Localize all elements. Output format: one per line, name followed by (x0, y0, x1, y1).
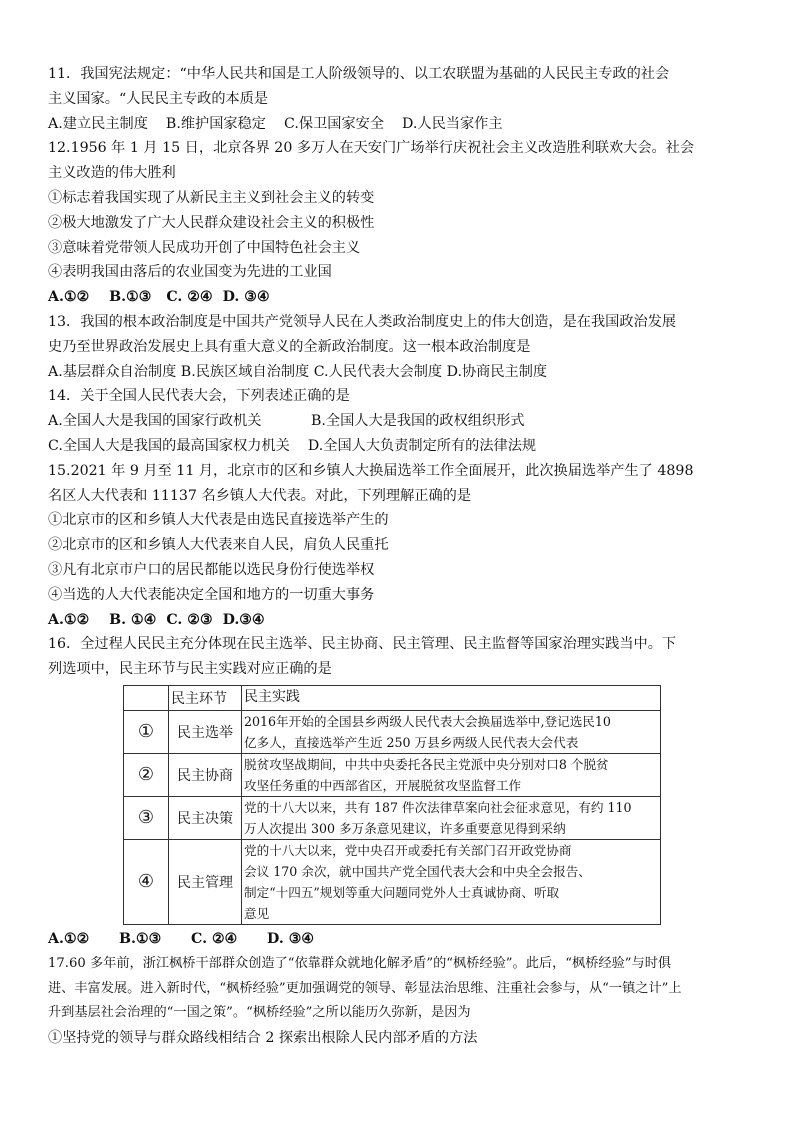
row-number: ④ (124, 839, 169, 924)
row-practice-line: 亿多人，直接选举产生近 250 万县乡两级人民代表大会代表 (244, 734, 579, 750)
row-practice (242, 753, 661, 796)
row-practice-line: 攻坚任务重的中西部省区，开展脱贫攻坚监督工作 (244, 777, 522, 793)
question-11-options: A.建立民主制度 B.维护国家稳定 C.保卫国家安全 D.人民当家作主 (48, 115, 503, 132)
question-15-statement-2: ②北京市的区和乡镇人大代表来自人民，肩负人民重托 (48, 537, 389, 554)
question-15 (48, 459, 748, 633)
row-practice (242, 796, 661, 839)
democracy-practice-table (123, 685, 661, 925)
row-number: ② (124, 753, 169, 796)
table-header-number (124, 685, 169, 710)
question-17 (48, 952, 748, 1051)
question-16-stem-line-1: 16．全过程人民民主充分体现在民主选举、民主协商、民主管理、民主监督等国家治理实践当中。下 (48, 636, 677, 653)
row-practice-line: 制定“十四五”规划等重大问题同党外人士真诚协商、听取 (244, 884, 560, 900)
question-11-stem-line-2: 主义国家。“人民民主专政的本质是 (48, 90, 269, 107)
row-number: ① (124, 710, 169, 753)
question-12 (48, 136, 748, 310)
row-practice-line: 会议 170 余次，就中国共产党全国代表大会和中央全会报告、 (244, 863, 591, 879)
question-17-statement-1: ①坚持党的领导与群众路线相结合 2 探索出根除人民内部矛盾的方法 (48, 1030, 478, 1047)
question-15-options: A.①② B. ①④ C. ②③ D.③④ (48, 611, 265, 628)
question-12-options: A.①② B.①③ C. ②④ D. ③④ (48, 289, 270, 306)
row-practice-line: 党的十八大以来，共有 187 件次法律草案向社会征求意见，有约 110 (244, 799, 632, 815)
question-13-options: A.基层群众自治制度 B.民族区域自治制度 C.人民代表大会制度 D.协商民主制度 (48, 363, 548, 380)
table-header-practice: 民主实践 (242, 685, 661, 710)
question-15-stem-line-1: 15.2021 年 9 月至 11 月，北京市的区和乡镇人大换届选举工作全面展开，此次换届选举产生了 4898 (48, 462, 694, 479)
question-17-stem-line-3: 升到基层社会治理的“一国之策”。“枫桥经验”之所以能历久弥新，是因为 (48, 1005, 471, 1021)
question-12-stem-line-1: 12.1956 年 1 月 15 日，北京各界 20 多万人在天安门广场举行庆祝社会主义改造胜利联欢大会。社会 (48, 140, 695, 157)
table-row (124, 796, 661, 839)
row-stage: 民主决策 (169, 796, 242, 839)
question-14-options-row-2: C.全国人大是我国的最高国家权力机关 D.全国人大负责制定所有的法律法规 (48, 437, 537, 454)
question-12-stem-line-2: 主义改造的伟大胜利 (48, 165, 176, 182)
row-practice (242, 839, 661, 924)
question-15-stem-line-2: 名区人大代表和 11137 名乡镇人大代表。对此，下列理解正确的是 (48, 487, 472, 504)
question-14 (48, 384, 748, 458)
question-13-stem-line-1: 13．我国的根本政治制度是中国共产党领导人民在人类政治制度史上的伟大创造，是在我国政治发展 (48, 313, 677, 330)
question-16 (48, 632, 748, 951)
row-stage: 民主选举 (169, 710, 242, 753)
question-17-stem-line-1: 17.60 多年前，浙江枫桥干部群众创造了“依靠群众就地化解矛盾”的“枫桥经验”。此后，“枫桥经验”与时俱 (48, 955, 672, 971)
question-17-stem-line-2: 进、丰富发展。进入新时代，“枫桥经验”更加强调党的领导、彰显法治思维、注重社会参与，从“一镇之计”上 (48, 980, 682, 996)
row-stage: 民主协商 (169, 753, 242, 796)
question-16-stem-line-2: 列选项中，民主环节与民主实践对应正确的是 (48, 661, 332, 678)
question-12-statement-2: ②极大地激发了广大人民群众建设社会主义的积极性 (48, 214, 375, 231)
exam-page (48, 62, 748, 1051)
row-practice-line: 2016年开始的全国县乡两级人民代表大会换届选举中,登记选民10 (244, 713, 611, 729)
question-13-stem-line-2: 史乃至世界政治发展史上具有重大意义的全新政治制度。这一根本政治制度是 (48, 338, 531, 355)
row-practice-line: 党的十八大以来，党中央召开或委托有关部门召开政党协商 (244, 842, 572, 858)
table-row (124, 753, 661, 796)
question-12-statement-4: ④表明我国由落后的农业国变为先进的工业国 (48, 264, 332, 281)
question-11-stem-line-1: 11．我国宪法规定：“中华人民共和国是工人阶级领导的、以工农联盟为基础的人民民主专政的社会 (48, 66, 670, 82)
question-12-statement-1: ①标志着我国实现了从新民主主义到社会主义的转变 (48, 189, 375, 206)
row-practice (242, 710, 661, 753)
row-stage: 民主管理 (169, 839, 242, 924)
question-14-options-row-1: A.全国人大是我国的国家行政机关 B.全国人大是我国的政权组织形式 (48, 413, 525, 430)
question-16-options: A.①② B.①③ C. ②④ D. ③④ (48, 930, 315, 947)
question-15-statement-3: ③凡有北京市户口的居民都能以选民身份行使选举权 (48, 561, 375, 578)
table-header-stage: 民主环节 (169, 685, 242, 710)
row-practice-line: 万人次提出 300 多万条意见建议，许多重要意见得到采纳 (244, 820, 566, 836)
row-practice-line: 脱贫攻坚战期间，中共中央委托各民主党派中央分别对口8 个脱贫 (244, 756, 609, 772)
row-number: ③ (124, 796, 169, 839)
table-header-row (124, 685, 661, 710)
question-13 (48, 310, 748, 384)
question-15-statement-4: ④当选的人大代表能决定全国和地方的一切重大事务 (48, 586, 375, 603)
table-row (124, 839, 661, 924)
table-row (124, 710, 661, 753)
question-11 (48, 62, 748, 136)
question-15-statement-1: ①北京市的区和乡镇人大代表是由选民直接选举产生的 (48, 512, 389, 529)
question-12-statement-3: ③意味着党带领人民成功开创了中国特色社会主义 (48, 239, 361, 256)
question-14-stem: 14．关于全国人民代表大会，下列表述正确的是 (48, 388, 350, 405)
row-practice-line: 意见 (244, 905, 270, 921)
